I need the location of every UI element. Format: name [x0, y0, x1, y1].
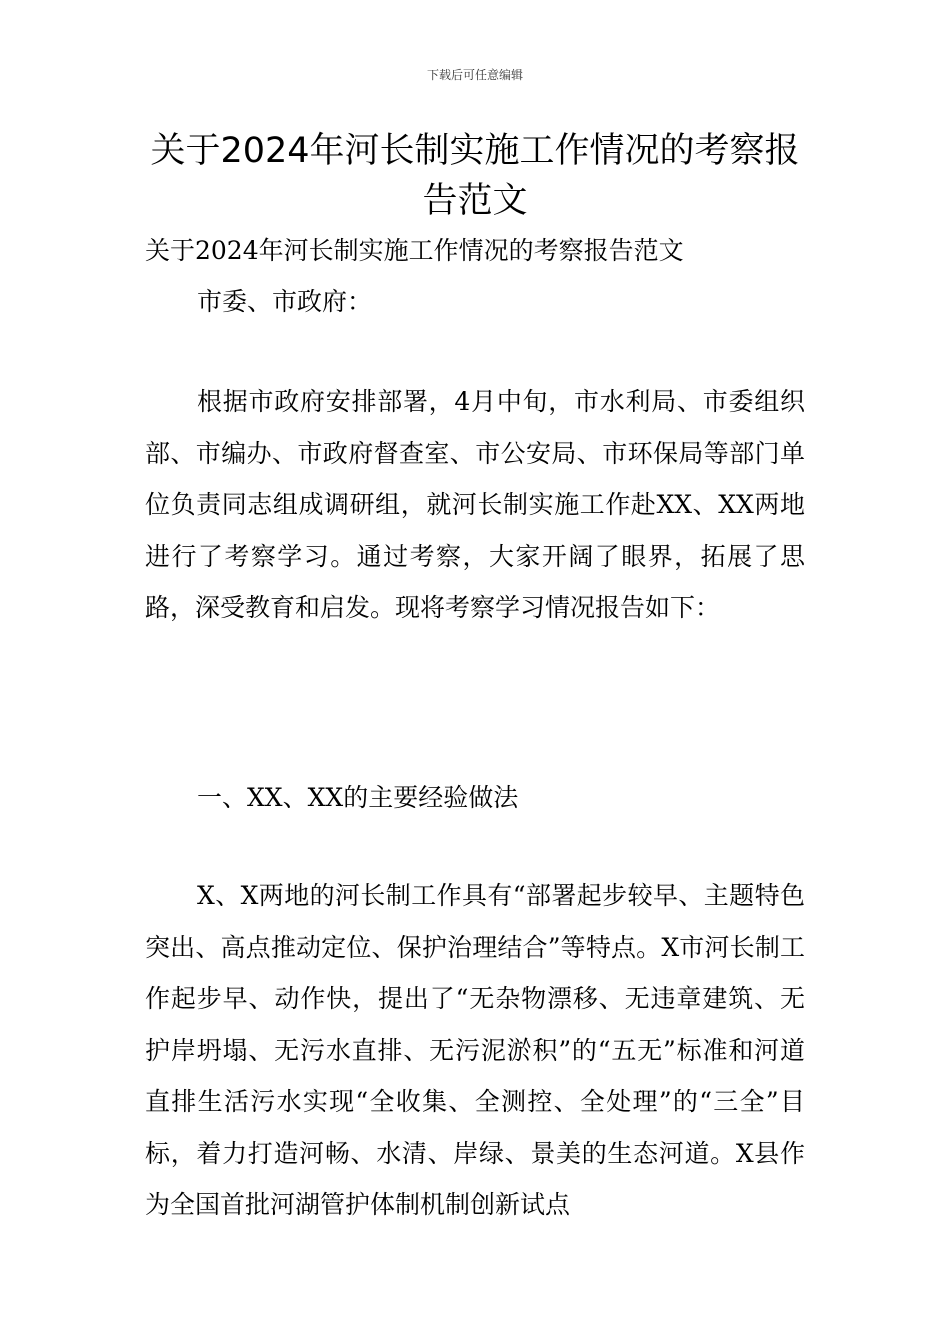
document-title: 关于2024年河长制实施工作情况的考察报告范文: [150, 131, 800, 221]
section-heading: 一、XX、XX的主要经验做法: [197, 783, 519, 812]
paragraph-experience: X、X两地的河长制工作具有“部署起步较早、主题特色突出、高点推动定位、保护治理结合”等特点。X市河长制工作起步早、动作快，提出了“无杂物漂移、无违章建筑、无护岸坍塌、无污水直排、无污泥淤积”的“五无”标准和河道直排生活污水实现“全收集、全测控、全处理”的“三全”目标，着力打造河畅、水清、岸绿、景美的生态河道。X县作为全国首批河湖管护体制机制创新试点: [145, 881, 805, 1219]
salutation: 市委、市政府：: [197, 287, 373, 316]
paragraph-intro: 根据市政府安排部署，4月中旬，市水利局、市委组织部、市编办、市政府督查室、市公安局、市环保局等部门单位负责同志组成调研组，就河长制实施工作赴XX、XX两地进行了考察学习。通过考察，大家开阔了眼界，拓展了思路，深受教育和启发。现将考察学习情况报告如下：: [145, 387, 805, 622]
header-note: 下载后可任意编辑: [426, 68, 523, 82]
document-subtitle: 关于2024年河长制实施工作情况的考察报告范文: [145, 236, 684, 265]
